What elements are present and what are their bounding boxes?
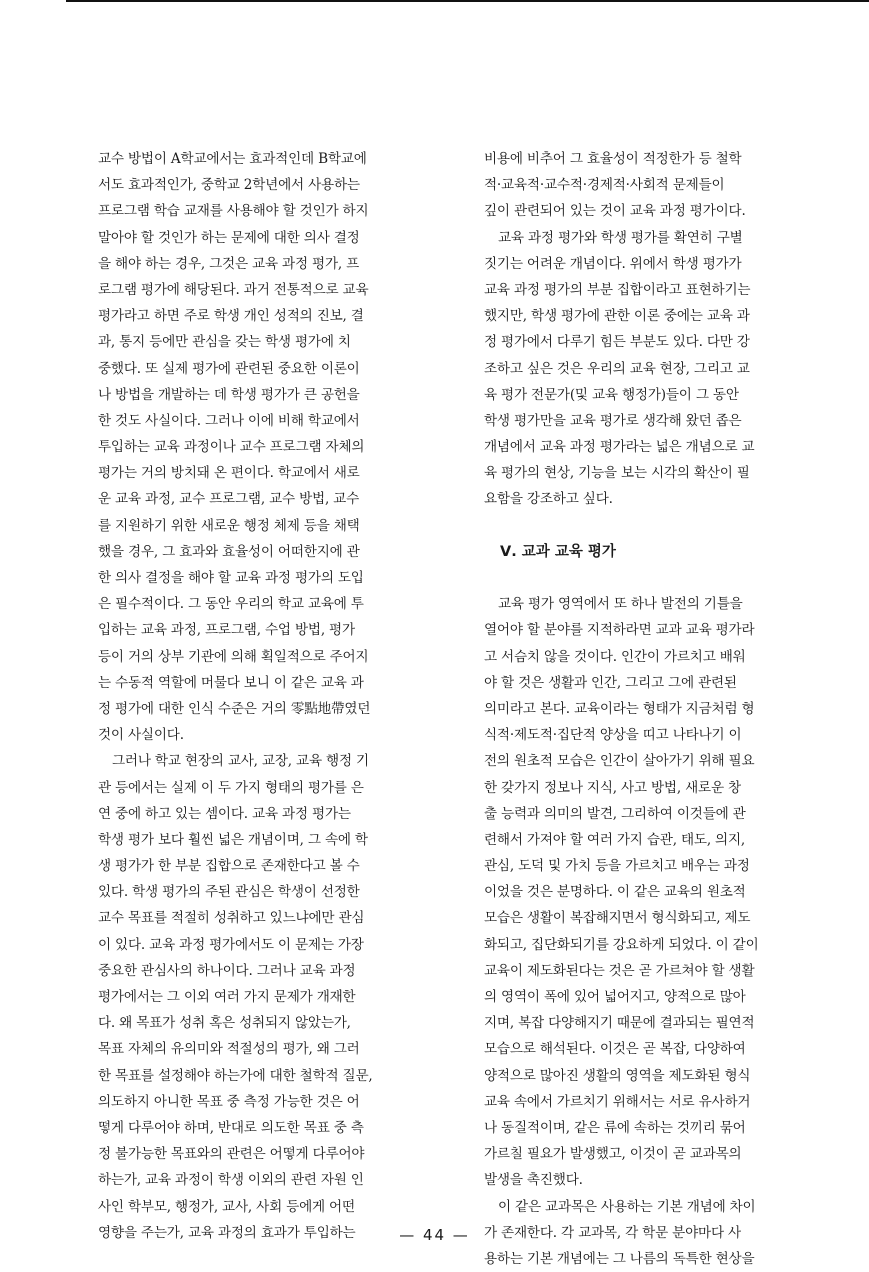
text-line: 이 같은 교과목은 사용하는 기본 개념에 차이 — [498, 1198, 756, 1215]
text-line: 교육이 제도화된다는 것은 곧 가르쳐야 할 생활 — [484, 962, 755, 979]
text-line: 서도 효과적인가, 중학교 2학년에서 사용하는 — [98, 177, 360, 194]
right-column-bottom-text — [484, 591, 834, 1272]
text-line: 화되고, 집단화되기를 강요하게 되었다. 이 같이 — [484, 936, 759, 953]
text-line: 열어야 할 분야를 지적하라면 교과 교육 평가라 — [484, 622, 755, 639]
text-line: 의도하지 아니한 목표 중 측정 가능한 것은 어 — [98, 1093, 360, 1110]
text-line: 정 평가에서 다루기 힘든 부분도 있다. 다만 강 — [484, 334, 750, 351]
text-line: 가르칠 필요가 발생했고, 이것이 곧 교과목의 — [484, 1146, 742, 1163]
text-line: 있다. 학생 평가의 주된 관심은 학생이 선정한 — [98, 884, 360, 901]
text-line: 했지만, 학생 평가에 관한 이론 중에는 교육 과 — [484, 308, 750, 325]
text-line: 한 목표를 설정해야 하는가에 대한 철학적 질문, — [98, 1067, 373, 1084]
text-line: 이 있다. 교육 과정 평가에서도 이 문제는 가장 — [98, 936, 364, 953]
text-line: 양적으로 많아진 생활의 영역을 제도화된 형식 — [484, 1067, 751, 1084]
text-line: 학생 평가만을 교육 평가로 생각해 왔던 좁은 — [484, 412, 742, 429]
text-line: 했을 경우, 그 효과와 효율성이 어떠한지에 관 — [98, 543, 360, 560]
text-line: 교수 목표를 적절히 성취하고 있느냐에만 관심 — [98, 910, 365, 927]
left-column — [98, 146, 448, 1246]
text-line: 적·교육적·교수적·경제적·사회적 문제들이 — [484, 177, 725, 194]
text-line: 생 평가가 한 부분 집합으로 존재한다고 볼 수 — [98, 858, 360, 875]
text-line: 출 능력과 의미의 발견, 그리하여 이것들에 관 — [484, 805, 746, 822]
text-line: 련해서 가져야 할 여러 가지 습관, 태도, 의지, — [484, 831, 746, 848]
text-line: 학생 평가 보다 훨씬 넓은 개념이며, 그 속에 학 — [98, 831, 368, 848]
section-gap — [484, 513, 834, 539]
text-line: 식적·제도적·집단적 양상을 띠고 나타나기 이 — [484, 727, 742, 744]
text-line: 관심, 도덕 및 가치 등을 가르치고 배우는 과정 — [484, 858, 750, 875]
text-line: 의미라고 본다. 교육이라는 형태가 지금처럼 형 — [484, 700, 755, 717]
text-line: 교육 과정 평가의 부분 집합이라고 표현하기는 — [484, 281, 751, 298]
text-line: 개념에서 교육 과정 평가라는 넓은 개념으로 교 — [484, 439, 755, 456]
text-line: 로그램 평가에 해당된다. 과거 전통적으로 교육 — [98, 281, 369, 298]
text-line: 정 불가능한 목표와의 관련은 어떻게 다루어야 — [98, 1146, 365, 1163]
text-line: 한 의사 결정을 해야 할 교육 과정 평가의 도입 — [98, 570, 364, 586]
text-line: 용하는 기본 개념에는 그 나름의 독특한 현상을 — [484, 1250, 755, 1267]
text-line: 중요한 관심사의 하나이다. 그러나 교육 과정 — [98, 962, 356, 979]
section-gap — [484, 565, 834, 591]
text-line: 프로그램 학습 교재를 사용해야 할 것인가 하지 — [98, 203, 369, 220]
text-line: 조하고 싶은 것은 우리의 교육 현장, 그리고 교 — [484, 360, 750, 377]
top-border-rule — [66, 0, 869, 2]
text-line: 이었을 것은 분명하다. 이 같은 교육의 원초적 — [484, 884, 746, 901]
text-line: 연 중에 하고 있는 셈이다. 교육 과정 평가는 — [98, 805, 351, 822]
text-line: 야 할 것은 생활과 인간, 그리고 그에 관련된 — [484, 674, 737, 691]
text-line: 는 수동적 역할에 머물다 보니 이 같은 교육 과 — [98, 674, 364, 691]
text-line: 영향을 주는가, 교육 과정의 효과가 투입하는 — [98, 1224, 356, 1241]
text-line: 나 방법을 개발하는 데 학생 평가가 큰 공헌을 — [98, 386, 360, 403]
text-line: 육 평가의 현상, 기능을 보는 시각의 확산이 필 — [484, 465, 750, 482]
text-line: 를 지원하기 위한 새로운 행정 체제 등을 채택 — [98, 517, 360, 534]
right-column — [484, 146, 834, 1272]
text-line: 한 것도 사실이다. 그러나 이에 비해 학교에서 — [98, 412, 360, 429]
text-line: 목표 자체의 유의미와 적절성의 평가, 왜 그러 — [98, 1041, 360, 1058]
text-line: 비용에 비추어 그 효율성이 적정한가 등 철학 — [484, 151, 742, 167]
text-line: 고 서슴치 않을 것이다. 인간이 가르치고 배워 — [484, 648, 746, 665]
text-line: 은 필수적이다. 그 동안 우리의 학교 교육에 투 — [98, 596, 364, 613]
text-line: 평가는 거의 방치돼 온 편이다. 학교에서 새로 — [98, 465, 360, 482]
text-line: 관 등에서는 실제 이 두 가지 형태의 평가를 은 — [98, 779, 364, 796]
text-line: 다. 왜 목표가 성취 혹은 성취되지 않았는가, — [98, 1015, 351, 1032]
text-line: 교육 속에서 가르치기 위해서는 서로 유사하거 — [484, 1093, 751, 1110]
text-line: 교육 평가 영역에서 또 하나 발전의 기틀을 — [498, 596, 743, 613]
text-line: 교육 과정 평가와 학생 평가를 확연히 구별 — [498, 229, 743, 246]
text-line: 정 평가에 대한 인식 수준은 거의 零點地帶였던 — [98, 700, 371, 717]
text-line: 요함을 강조하고 싶다. — [484, 491, 613, 508]
page-number: — 44 — — [399, 1226, 470, 1244]
text-line: 발생을 촉진했다. — [484, 1172, 583, 1189]
text-line: 가 존재한다. 각 교과목, 각 학문 분야마다 사 — [484, 1224, 741, 1241]
text-line: 의 영역이 폭에 있어 넓어지고, 양적으로 많아 — [484, 989, 746, 1005]
text-line: 평가라고 하면 주로 학생 개인 성적의 진보, 결 — [98, 308, 364, 325]
text-line: 을 해야 하는 경우, 그것은 교육 과정 평가, 프 — [98, 255, 360, 272]
text-line: 교수 방법이 A학교에서는 효과적인데 B학교에 — [98, 151, 367, 167]
text-line: 중했다. 또 실제 평가에 관련된 중요한 이론이 — [98, 360, 360, 377]
text-line: 평가에서는 그 이외 여러 가지 문제가 개재한 — [98, 989, 356, 1005]
text-line: 모습은 생활이 복잡해지면서 형식화되고, 제도 — [484, 910, 751, 927]
text-line: 하는가, 교육 과정이 학생 이외의 관련 자원 인 — [98, 1172, 364, 1189]
section-heading: Ⅴ. 교과 교육 평가 — [500, 543, 616, 560]
text-line: 것이 사실이다. — [98, 727, 184, 744]
text-line: 짓기는 어려운 개념이다. 위에서 학생 평가가 — [484, 255, 742, 272]
text-line: 말아야 할 것인가 하는 문제에 대한 의사 결정 — [98, 229, 360, 246]
text-line: 등이 거의 상부 기관에 의해 획일적으로 주어지 — [98, 648, 369, 665]
text-line: 지며, 복잡 다양해지기 때문에 결과되는 필연적 — [484, 1015, 755, 1032]
text-line: 모습으로 해석된다. 이것은 곧 복잡, 다양하여 — [484, 1041, 746, 1058]
text-line: 투입하는 교육 과정이나 교수 프로그램 자체의 — [98, 439, 365, 456]
text-line: 떻게 다루어야 하며, 반대로 의도한 목표 중 측 — [98, 1119, 364, 1136]
text-line: 깊이 관련되어 있는 것이 교육 과정 평가이다. — [484, 203, 746, 220]
text-line: 나 동질적이며, 같은 류에 속하는 것끼리 묶어 — [484, 1119, 746, 1136]
text-line: 입하는 교육 과정, 프로그램, 수업 방법, 평가 — [98, 622, 355, 639]
text-line: 육 평가 전문가(및 교육 행정가)들이 그 동안 — [484, 386, 739, 403]
text-line: 사인 학부모, 행정가, 교사, 사회 등에게 어떤 — [98, 1198, 355, 1215]
right-column-top-text — [484, 146, 834, 513]
text-line: 과, 통지 등에만 관심을 갖는 학생 평가에 치 — [98, 334, 351, 351]
text-line: 운 교육 과정, 교수 프로그램, 교수 방법, 교수 — [98, 491, 360, 508]
text-line: 그러나 학교 현장의 교사, 교장, 교육 행정 기 — [112, 753, 369, 770]
text-line: 한 갖가지 정보나 지식, 사고 방법, 새로운 창 — [484, 779, 741, 796]
text-line: 전의 원초적 모습은 인간이 살아가기 위해 필요 — [484, 753, 755, 770]
